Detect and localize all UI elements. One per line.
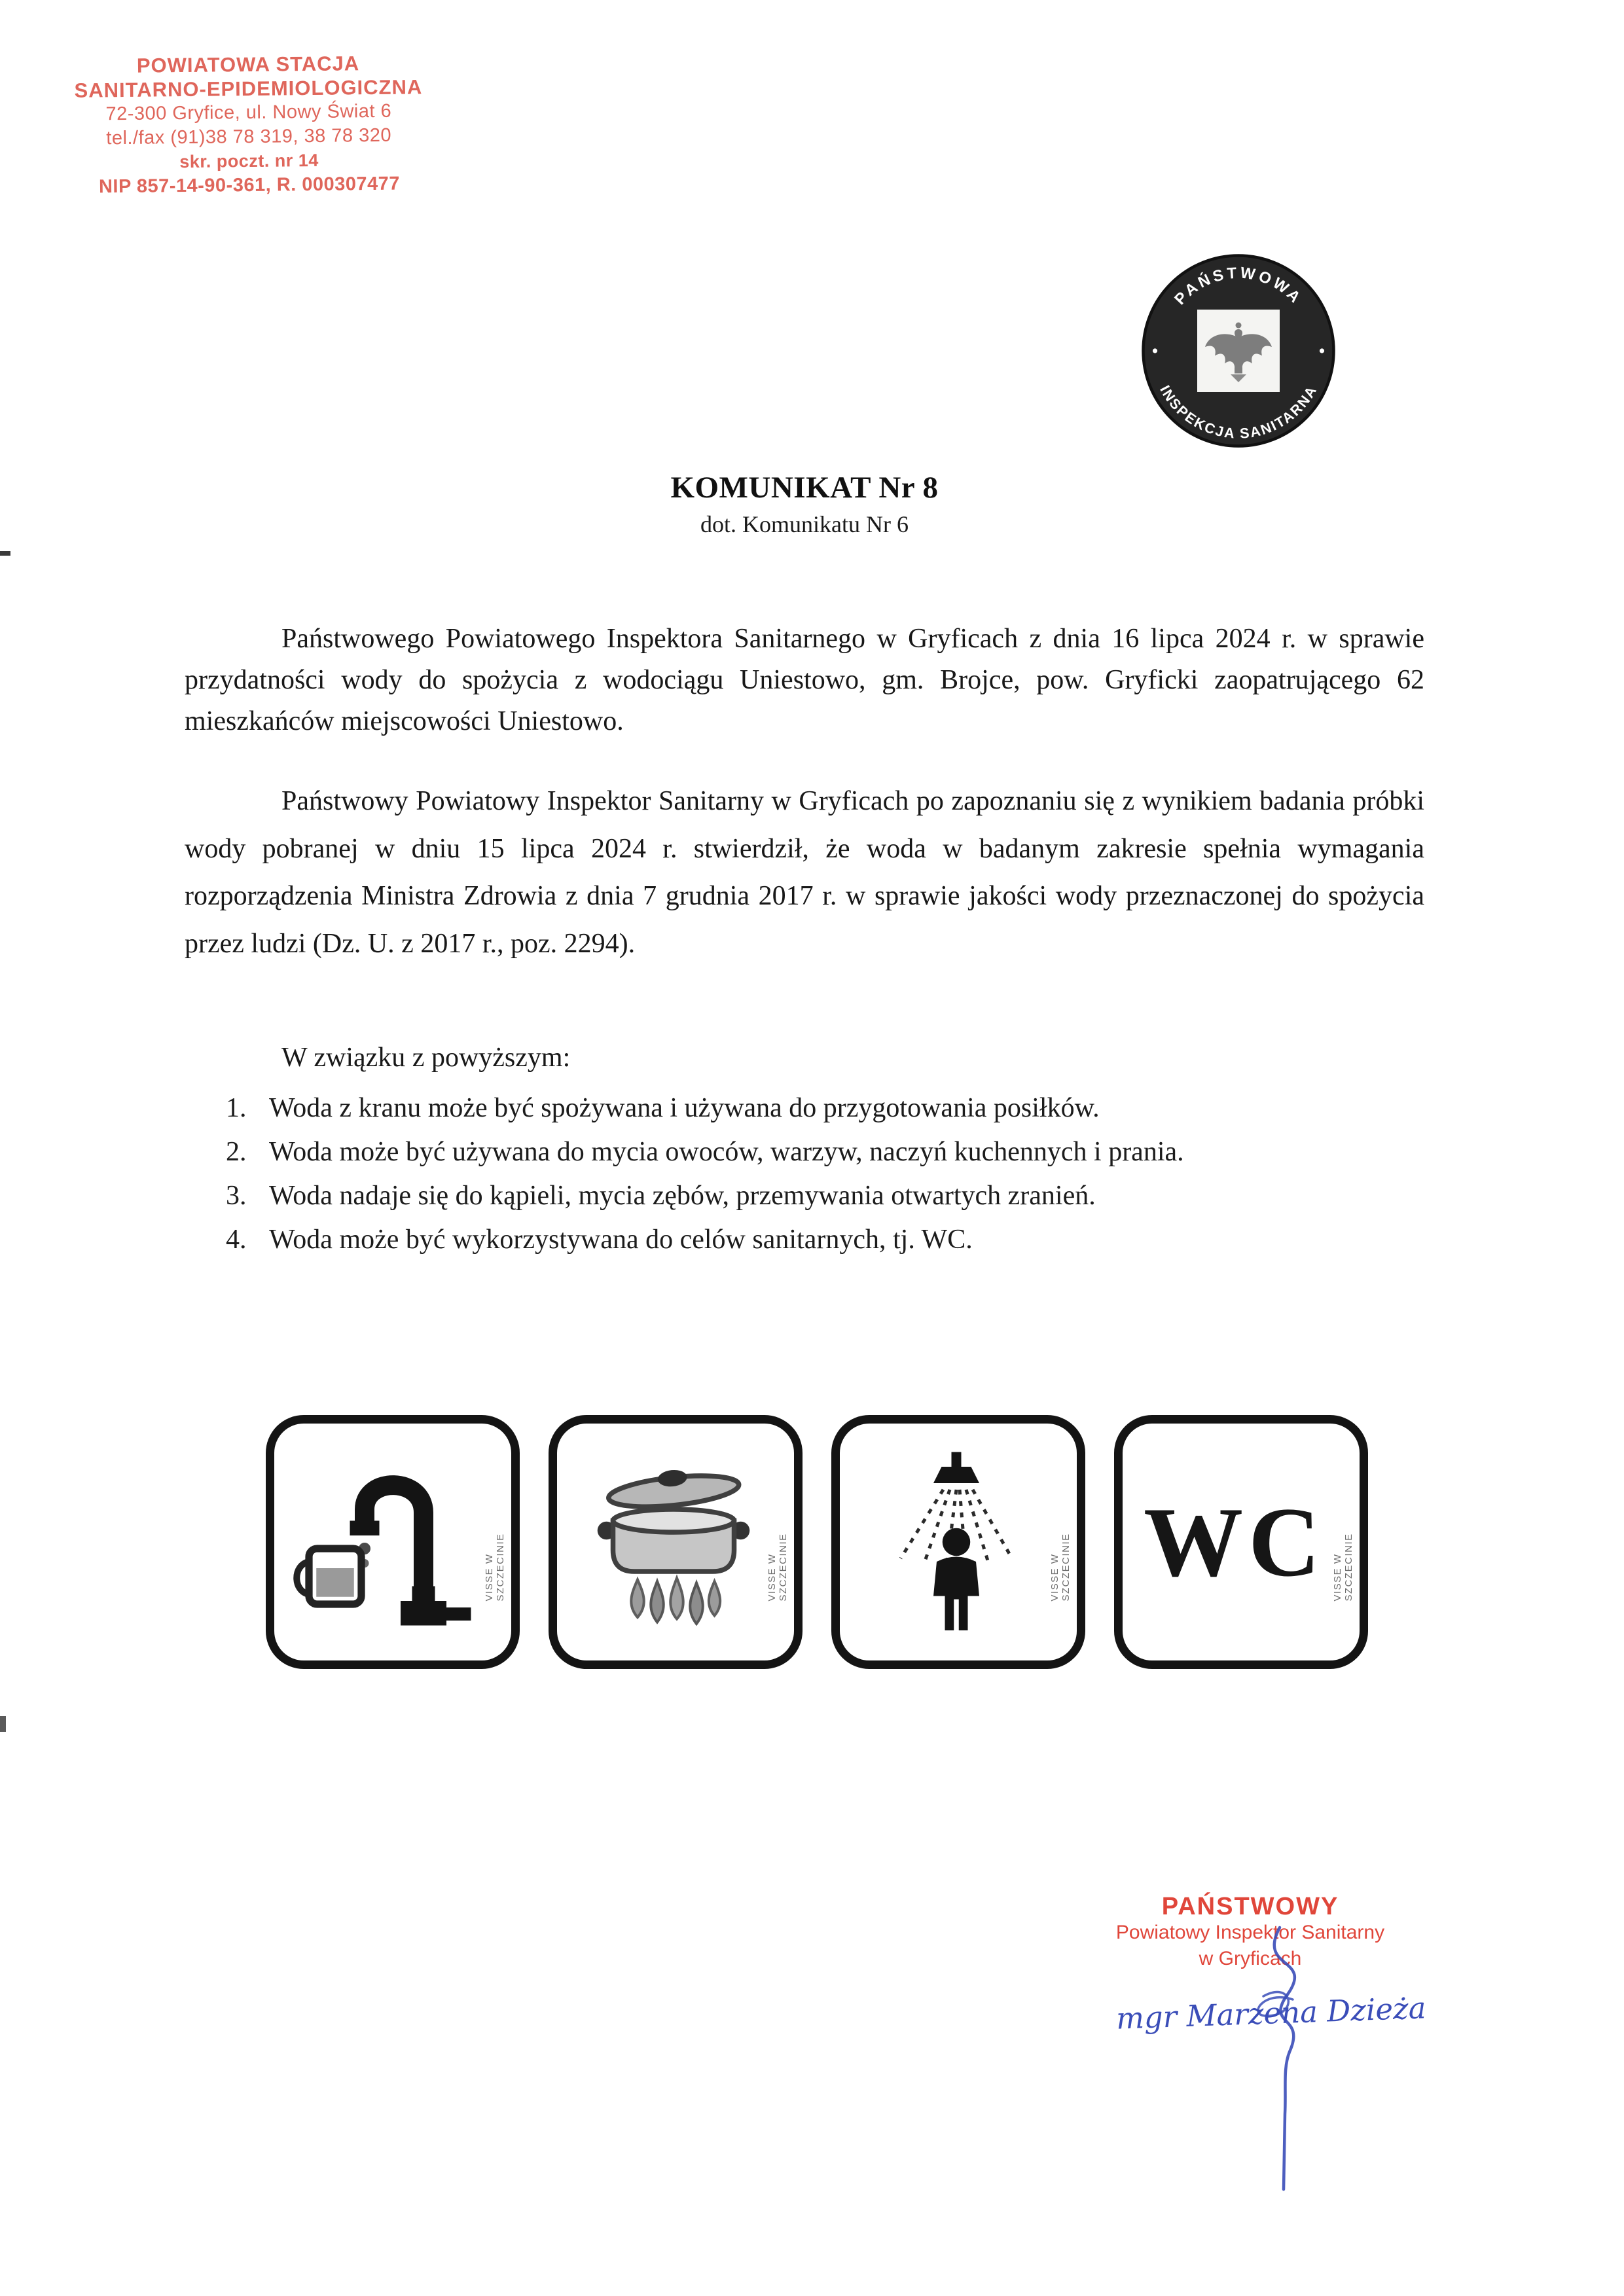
stamp-line: skr. poczt. nr 14 bbox=[179, 150, 319, 172]
faucet-icon bbox=[293, 1442, 489, 1642]
pictogram-watermark: VISSE W SZCZECINIE bbox=[1049, 1533, 1072, 1602]
stamp-line: NIP 857-14-90-361, R. 000307477 bbox=[98, 173, 401, 198]
list-item-text: Woda z kranu może być spożywana i używana do przygotowania posiłków. bbox=[269, 1093, 1100, 1123]
shower-icon bbox=[858, 1442, 1055, 1642]
stamp-line: PAŃSTWOWY bbox=[1161, 1893, 1339, 1920]
sanitary-inspection-seal bbox=[1140, 253, 1337, 449]
flames-icon bbox=[631, 1578, 720, 1624]
list-item-number: 2. bbox=[226, 1137, 247, 1167]
stamp-line: 72-300 Gryfice, ul. Nowy Świat 6 bbox=[105, 100, 392, 125]
list-intro: W związku z powyższym: bbox=[281, 1043, 571, 1073]
list-item-number: 3. bbox=[226, 1181, 247, 1211]
scan-artifact bbox=[0, 1716, 6, 1732]
list-item-number: 4. bbox=[226, 1225, 247, 1255]
seal-icon bbox=[1140, 253, 1337, 449]
list-item-text: Woda może być wykorzystywana do celów sanitarnych, tj. WC. bbox=[269, 1225, 973, 1255]
list-item bbox=[226, 1219, 1427, 1261]
pictogram-watermark: VISSE W SZCZECINIE bbox=[767, 1533, 789, 1602]
document-subtitle: dot. Komunikatu Nr 6 bbox=[700, 511, 909, 537]
title-block bbox=[185, 470, 1424, 538]
pictogram-row bbox=[266, 1415, 1368, 1669]
pictogram-wc bbox=[1114, 1415, 1368, 1669]
signature-squiggle-icon bbox=[1201, 1918, 1358, 2199]
pictogram-shower bbox=[831, 1415, 1085, 1669]
wc-label: WC bbox=[1144, 1487, 1326, 1597]
pot-icon bbox=[575, 1442, 772, 1642]
list-item-text: Woda może być używana do mycia owoców, warzyw, naczyń kuchennych i prania. bbox=[269, 1137, 1184, 1167]
stamp-line: POWIATOWA STACJA bbox=[136, 52, 360, 77]
list-item bbox=[226, 1132, 1427, 1173]
pictogram-watermark: VISSE W SZCZECINIE bbox=[1332, 1533, 1354, 1602]
stamp-line: SANITARNO-EPIDEMIOLOGICZNA bbox=[74, 75, 423, 102]
pictogram-cooking-pot bbox=[549, 1415, 803, 1669]
seal-text-bottom: INSPEKCJA SANITARNA bbox=[1157, 382, 1320, 442]
pictogram-tap-water bbox=[266, 1415, 520, 1669]
list-item bbox=[226, 1088, 1427, 1129]
office-address-stamp bbox=[58, 50, 439, 200]
seal-text-top: PAŃSTWOWA bbox=[1171, 264, 1306, 309]
document-title: KOMUNIKAT Nr 8 bbox=[670, 471, 939, 505]
paragraph-intro: Państwowego Powiatowego Inspektora Sanitarnego w Gryficach z dnia 16 lipca 2024 r. w sprawie przydatności wody do spożycia z wodociągu Uniestowo, gm. Brojce, pow. Gryficki zaopatrującego 62 mieszkańców miejscowości Uniestowo. bbox=[185, 624, 1424, 736]
stamp-line: Powiatowy Inspektor Sanitarny bbox=[1115, 1922, 1385, 1943]
pictogram-watermark: VISSE W SZCZECINIE bbox=[484, 1533, 506, 1602]
usage-list bbox=[226, 1088, 1427, 1263]
list-item-text: Woda nadaje się do kąpieli, mycia zębów, przemywania otwartych zranień. bbox=[269, 1181, 1096, 1211]
stamp-line: tel./fax (91)38 78 319, 38 78 320 bbox=[106, 124, 392, 149]
list-item-number: 1. bbox=[226, 1093, 247, 1123]
stamp-line: w Gryficach bbox=[1199, 1948, 1302, 1969]
signature-text: mgr Marzena Dzieża bbox=[1115, 1990, 1427, 2036]
scan-artifact bbox=[0, 551, 10, 556]
paragraph-findings: Państwowy Powiatowy Inspektor Sanitarny w Gryficach po zapoznaniu się z wynikiem badania próbki wody pobranej w dniu 15 lipca 2024 r. stwierdził, że woda w badanym zakresie spełnia wymagania rozporządzenia Ministra Zdrowia z dnia 7 grudnia 2017 r. w sprawie jakości wody przeznaczonej do spożycia przez ludzi (Dz. U. z 2017 r., poz. 2294). bbox=[185, 786, 1424, 959]
list-item bbox=[226, 1175, 1427, 1217]
